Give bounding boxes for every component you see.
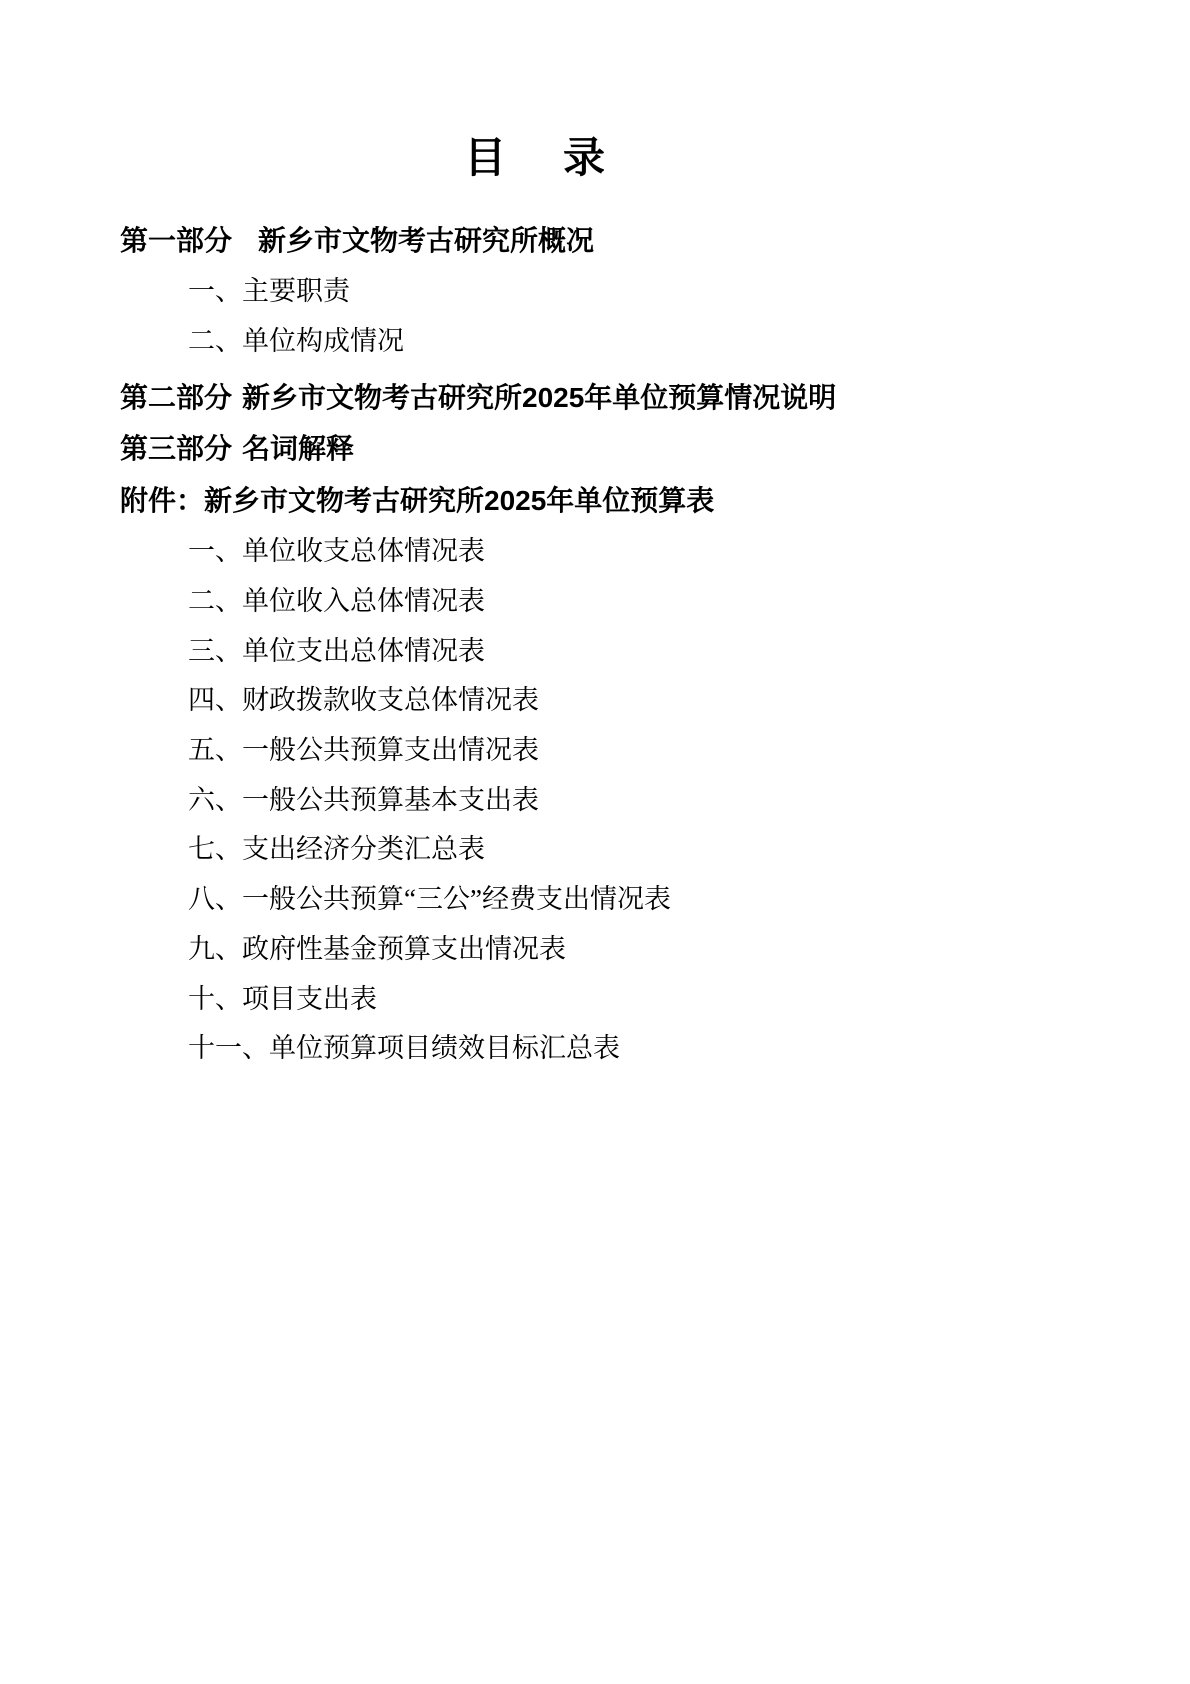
toc-subitem[interactable]: 一、主要职责 [188,276,350,307]
toc-part-label: 名词解释 [242,433,355,465]
toc-part-heading[interactable] [120,427,1070,470]
toc-subitem[interactable]: 十一、单位预算项目绩效目标汇总表 [188,1033,620,1064]
toc-subitem[interactable]: 一、单位收支总体情况表 [188,536,485,567]
table-of-contents [120,125,1070,1077]
toc-part-heading[interactable] [120,376,1070,419]
page-title [120,125,1070,185]
toc-part-label: 新乡市文物考古研究所2025年单位预算情况说明 [242,381,837,413]
page-title-char-2: 录 [563,134,606,181]
page-title-char-1: 目 [464,134,507,181]
toc-part-prefix: 第一部分 [120,225,233,256]
toc-subitem[interactable]: 二、单位构成情况 [188,326,404,357]
toc-subitem[interactable]: 五、一般公共预算支出情况表 [188,734,539,765]
toc-part-prefix: 第二部分 [120,381,233,413]
toc-subitem[interactable]: 七、支出经济分类汇总表 [188,834,485,865]
toc-attachment-heading[interactable] [120,479,1070,522]
toc-subitem[interactable]: 二、单位收入总体情况表 [188,585,485,616]
toc-attachment-prefix: 附件： [120,484,205,516]
toc-subitem[interactable]: 三、单位支出总体情况表 [188,635,485,666]
toc-subitem[interactable]: 六、一般公共预算基本支出表 [188,784,539,815]
toc-subitem[interactable]: 四、财政拨款收支总体情况表 [188,685,539,716]
toc-part-label: 新乡市文物考古研究所概况 [258,225,595,256]
toc-part-heading[interactable] [120,219,1070,262]
toc-subitem[interactable]: 十、项目支出表 [188,983,377,1014]
toc-part-prefix: 第三部分 [120,433,233,465]
toc-subitem[interactable]: 九、政府性基金预算支出情况表 [188,933,566,964]
toc-attachment-label: 新乡市文物考古研究所2025年单位预算表 [204,484,715,516]
toc-subitem[interactable]: 八、一般公共预算“三公”经费支出情况表 [188,884,671,915]
